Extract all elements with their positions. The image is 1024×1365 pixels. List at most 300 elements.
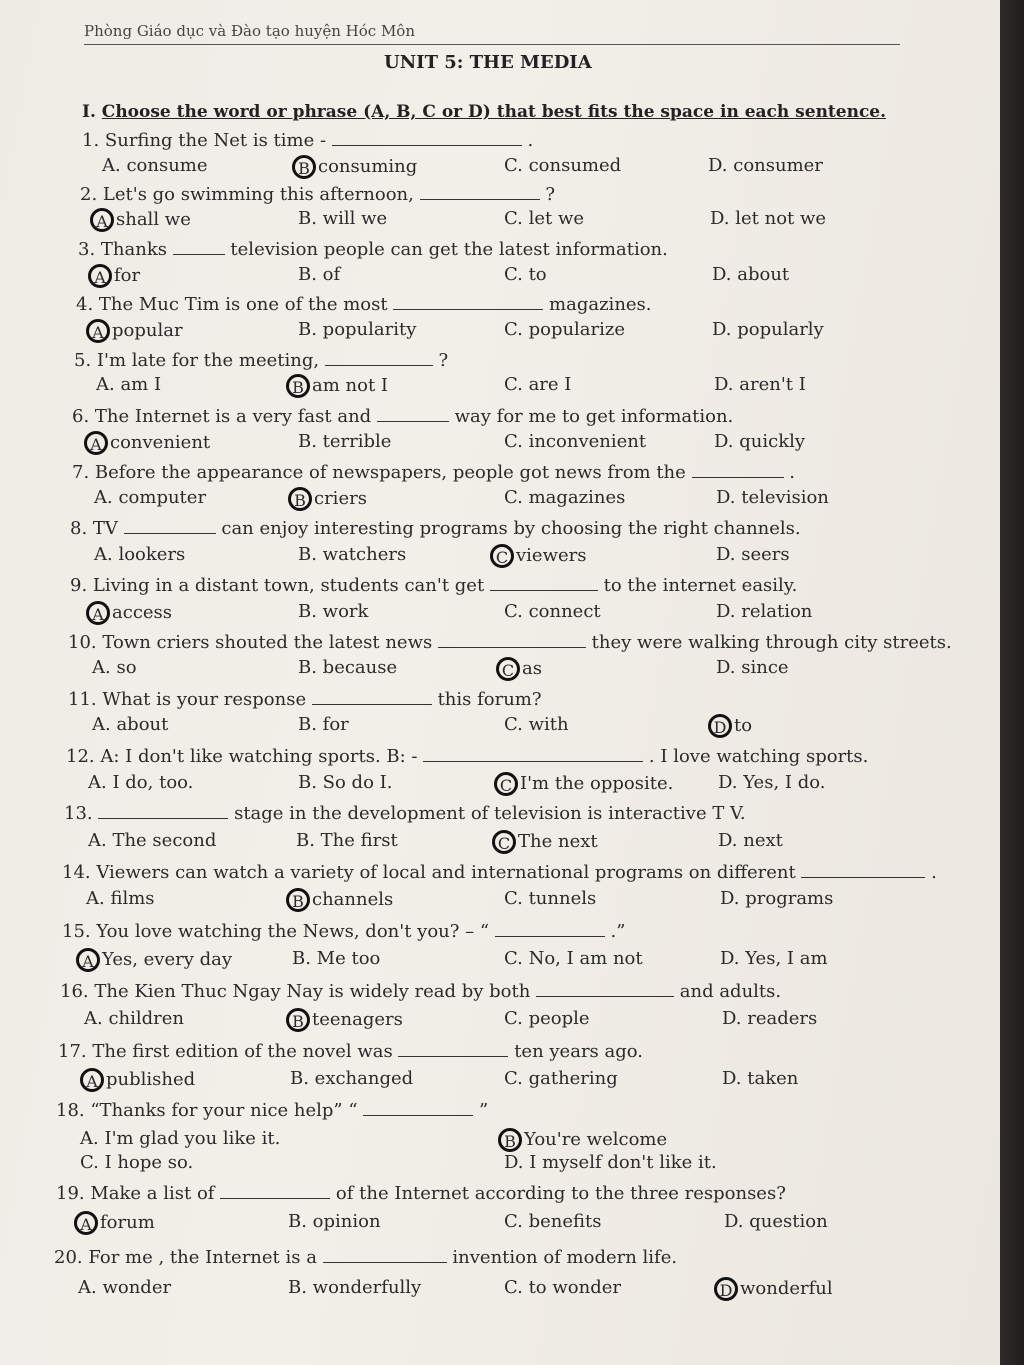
option-letter: C.: [80, 1152, 105, 1173]
question-text: TV: [92, 518, 124, 539]
option-text: Me too: [316, 948, 381, 969]
option-a[interactable]: [86, 888, 155, 909]
question-text: Surfing the Net is time -: [104, 130, 332, 151]
option-text: consumed: [528, 155, 622, 176]
question-16: [60, 981, 781, 1002]
option-letter: B.: [296, 830, 321, 851]
option-text: wonderful: [740, 1278, 833, 1299]
question-number: 7.: [72, 462, 95, 483]
option-a[interactable]: [74, 1211, 155, 1235]
option-b[interactable]: [286, 374, 388, 398]
option-text: opinion: [312, 1211, 381, 1232]
answer-blank[interactable]: [420, 185, 540, 200]
answer-blank[interactable]: [438, 633, 586, 648]
option-letter: D.: [716, 657, 742, 678]
option-d[interactable]: [722, 1008, 817, 1029]
question-5: [74, 350, 448, 371]
question-9: [70, 575, 797, 596]
option-text: benefits: [528, 1211, 602, 1232]
option-d[interactable]: [714, 1277, 833, 1301]
answer-blank[interactable]: [312, 690, 432, 705]
question-number: 14.: [62, 862, 97, 883]
option-text: to: [734, 715, 753, 736]
question-1: [82, 130, 533, 151]
option-c[interactable]: [504, 431, 646, 452]
option-letter: B.: [298, 544, 323, 565]
option-d[interactable]: [722, 1068, 798, 1089]
question-10: [68, 632, 952, 653]
option-text: viewers: [516, 545, 587, 566]
school-name: Phòng Giáo dục và Đào tạo huyện Hóc Môn: [84, 22, 416, 40]
answer-blank[interactable]: [536, 982, 674, 997]
option-letter: D.: [718, 830, 744, 851]
option-letter: A.: [94, 487, 119, 508]
option-letter: C.: [504, 264, 529, 285]
option-d[interactable]: [716, 544, 790, 565]
option-text: magazines: [528, 487, 626, 508]
option-letter: B.: [298, 657, 323, 678]
answer-blank[interactable]: [692, 463, 784, 478]
answer-blank[interactable]: [325, 351, 433, 366]
question-2: [80, 184, 555, 205]
option-b[interactable]: [298, 544, 406, 565]
option-b[interactable]: [298, 657, 397, 678]
question-19: [56, 1183, 786, 1204]
option-b[interactable]: [298, 319, 416, 340]
question-text-after: to the internet easily.: [597, 575, 798, 596]
option-a[interactable]: [80, 1068, 195, 1092]
option-text: shall we: [116, 209, 191, 230]
option-letter: C.: [504, 487, 529, 508]
question-text-after: ?: [432, 350, 449, 371]
circled-answer-mark: A: [90, 208, 114, 232]
circled-answer-mark: A: [88, 264, 112, 288]
option-letter: D.: [718, 772, 744, 793]
question-number: 8.: [70, 518, 93, 539]
circled-answer-mark: A: [76, 948, 100, 972]
question-text-after: stage in the development of television is interactive T V.: [228, 803, 746, 824]
question-text-after: invention of modern life.: [446, 1247, 678, 1268]
option-a[interactable]: [88, 772, 193, 793]
option-c[interactable]: [504, 374, 571, 395]
circled-answer-mark: A: [86, 601, 110, 625]
option-b[interactable]: [298, 601, 368, 622]
option-b[interactable]: [288, 487, 367, 511]
option-c[interactable]: [504, 714, 569, 735]
answer-blank[interactable]: [332, 131, 522, 146]
option-text: Yes, I do.: [743, 772, 826, 793]
circled-answer-mark: C: [494, 772, 518, 796]
option-text: criers: [314, 488, 367, 509]
question-18: [56, 1100, 488, 1121]
option-letter: B.: [298, 264, 323, 285]
option-text: published: [106, 1069, 196, 1090]
option-letter: D.: [504, 1152, 530, 1173]
option-c[interactable]: [80, 1152, 193, 1173]
option-text: I do, too.: [112, 772, 194, 793]
option-letter: C.: [504, 888, 529, 909]
option-text: watchers: [322, 544, 407, 565]
circled-answer-mark: A: [80, 1068, 104, 1092]
option-b[interactable]: [298, 714, 349, 735]
question-text-after: . I love watching sports.: [643, 746, 869, 767]
question-text-after: .: [783, 462, 795, 483]
option-letter: B.: [292, 948, 317, 969]
option-text: about: [737, 264, 790, 285]
answer-blank[interactable]: [363, 1101, 473, 1116]
question-text-after: ten years ago.: [508, 1041, 644, 1062]
option-letter: D.: [710, 208, 736, 229]
option-c[interactable]: [492, 830, 598, 854]
circled-answer-mark: A: [84, 431, 108, 455]
option-b[interactable]: [298, 431, 391, 452]
answer-blank[interactable]: [393, 295, 543, 310]
option-a[interactable]: [86, 319, 183, 343]
option-b[interactable]: [290, 1068, 413, 1089]
option-c[interactable]: [504, 888, 596, 909]
circled-answer-mark: B: [498, 1128, 522, 1152]
option-text: connect: [528, 601, 601, 622]
option-text: wonder: [102, 1277, 172, 1298]
answer-blank[interactable]: [124, 519, 216, 534]
option-a[interactable]: [94, 544, 185, 565]
question-number: 9.: [70, 575, 93, 596]
question-number: 15.: [62, 921, 97, 942]
option-c[interactable]: [504, 208, 584, 229]
option-text: because: [322, 657, 398, 678]
circled-answer-mark: D: [714, 1277, 738, 1301]
option-b[interactable]: [298, 264, 340, 285]
option-text: work: [322, 601, 369, 622]
option-text: access: [112, 602, 173, 623]
question-number: 6.: [72, 406, 95, 427]
option-text: teenagers: [312, 1009, 403, 1030]
option-c[interactable]: [504, 1211, 601, 1232]
option-d[interactable]: [718, 772, 825, 793]
option-letter: B.: [290, 1068, 315, 1089]
option-text: So do I.: [322, 772, 393, 793]
option-text: The next: [518, 831, 598, 852]
option-c[interactable]: [504, 601, 601, 622]
question-7: [72, 462, 795, 483]
circled-answer-mark: A: [86, 319, 110, 343]
option-letter: D.: [708, 155, 734, 176]
option-b[interactable]: [498, 1128, 667, 1152]
circled-answer-mark: B: [288, 487, 312, 511]
option-b[interactable]: [296, 830, 398, 851]
option-letter: A.: [84, 1008, 109, 1029]
question-text-after: of the Internet according to the three responses?: [330, 1183, 786, 1204]
answer-blank[interactable]: [323, 1248, 447, 1263]
option-letter: A.: [102, 155, 127, 176]
option-text: popularity: [322, 319, 417, 340]
option-c[interactable]: [504, 1068, 618, 1089]
question-20: [54, 1247, 677, 1268]
option-text: tunnels: [528, 888, 597, 909]
option-a[interactable]: [96, 374, 161, 395]
option-letter: C.: [504, 601, 529, 622]
option-b[interactable]: [288, 1277, 421, 1298]
question-8: [70, 518, 801, 539]
option-d[interactable]: [718, 830, 783, 851]
option-letter: C.: [504, 431, 529, 452]
question-text-after: this forum?: [431, 689, 542, 710]
answer-blank[interactable]: [98, 804, 228, 819]
option-a[interactable]: [76, 948, 232, 972]
option-text: programs: [745, 888, 834, 909]
option-a[interactable]: [90, 208, 191, 232]
question-12: [66, 746, 868, 767]
question-text: For me , the Internet is a: [88, 1247, 323, 1268]
question-number: 3.: [78, 239, 101, 260]
option-d[interactable]: [724, 1211, 828, 1232]
option-a[interactable]: [86, 601, 172, 625]
option-text: gathering: [528, 1068, 618, 1089]
option-text: taken: [747, 1068, 799, 1089]
answer-blank[interactable]: [423, 747, 643, 762]
option-letter: C.: [504, 374, 529, 395]
option-text: popular: [112, 320, 183, 341]
option-text: consuming: [318, 156, 418, 177]
option-c[interactable]: [504, 155, 621, 176]
option-letter: D.: [714, 374, 740, 395]
option-text: seers: [741, 544, 790, 565]
option-letter: C.: [504, 208, 529, 229]
option-text: Yes, every day: [102, 949, 233, 970]
question-number: 1.: [82, 130, 105, 151]
question-number: 11.: [68, 689, 103, 710]
answer-blank[interactable]: [173, 240, 225, 255]
option-letter: A.: [96, 374, 121, 395]
option-letter: B.: [298, 772, 323, 793]
option-text: will we: [322, 208, 388, 229]
option-a[interactable]: [102, 155, 208, 176]
question-number: 12.: [66, 746, 101, 767]
question-text: Viewers can watch a variety of local and international programs on different: [96, 862, 802, 883]
option-c[interactable]: [504, 319, 625, 340]
question-text-after: and adults.: [674, 981, 782, 1002]
option-text: channels: [312, 889, 394, 910]
option-b[interactable]: [286, 1008, 403, 1032]
option-text: about: [116, 714, 169, 735]
circled-answer-mark: B: [286, 888, 310, 912]
question-4: [76, 294, 652, 315]
question-text: The Muc Tim is one of the most: [98, 294, 394, 315]
answer-blank[interactable]: [495, 922, 605, 937]
option-letter: A.: [88, 772, 113, 793]
question-text-after: .: [521, 130, 534, 151]
question-text-after: .: [925, 862, 937, 883]
option-a[interactable]: [84, 431, 210, 455]
option-letter: B.: [298, 714, 323, 735]
question-text-after: they were walking through city streets.: [585, 632, 952, 653]
option-d[interactable]: [716, 657, 789, 678]
option-d[interactable]: [712, 319, 824, 340]
option-letter: B.: [288, 1277, 313, 1298]
question-number: 4.: [76, 294, 99, 315]
option-b[interactable]: [298, 772, 392, 793]
option-d[interactable]: [708, 155, 823, 176]
question-text-after: ”: [473, 1100, 489, 1121]
question-text: The first edition of the novel was: [92, 1041, 399, 1062]
option-letter: D.: [720, 888, 746, 909]
option-letter: B.: [298, 431, 323, 452]
instruction-number: I.: [82, 102, 96, 122]
option-text: with: [528, 714, 569, 735]
option-text: am I: [120, 374, 162, 395]
option-d[interactable]: [714, 431, 805, 452]
question-text: The Kien Thuc Ngay Nay is widely read by both: [94, 981, 537, 1002]
option-text: I'm glad you like it.: [104, 1128, 281, 1149]
option-d[interactable]: [708, 714, 752, 738]
option-text: children: [108, 1008, 185, 1029]
option-text: lookers: [118, 544, 186, 565]
option-text: The second: [112, 830, 217, 851]
option-b[interactable]: [288, 1211, 381, 1232]
option-letter: C.: [504, 1008, 529, 1029]
option-b[interactable]: [292, 948, 380, 969]
option-letter: C.: [504, 714, 529, 735]
option-d[interactable]: [720, 948, 828, 969]
question-text: Before the appearance of newspapers, people got news from the: [94, 462, 692, 483]
circled-answer-mark: C: [490, 544, 514, 568]
option-text: to wonder: [528, 1277, 621, 1298]
option-text: readers: [747, 1008, 818, 1029]
option-text: for: [322, 714, 349, 735]
option-b[interactable]: [298, 208, 387, 229]
option-letter: D.: [720, 948, 746, 969]
option-text: let not we: [735, 208, 827, 229]
option-a[interactable]: [88, 264, 140, 288]
answer-blank[interactable]: [490, 576, 598, 591]
page-edge-shadow: [1000, 0, 1024, 1365]
option-text: No, I am not: [528, 948, 643, 969]
circled-answer-mark: A: [74, 1211, 98, 1235]
question-number: 2.: [80, 184, 103, 205]
option-text: as: [522, 658, 542, 679]
option-c[interactable]: [494, 772, 673, 796]
answer-blank[interactable]: [398, 1042, 508, 1057]
option-text: of: [322, 264, 341, 285]
question-text-after: .”: [604, 921, 626, 942]
option-c[interactable]: [504, 1277, 621, 1298]
circled-answer-mark: C: [496, 657, 520, 681]
option-letter: C.: [504, 948, 529, 969]
option-text: since: [741, 657, 789, 678]
option-d[interactable]: [716, 487, 829, 508]
option-text: I hope so.: [104, 1152, 194, 1173]
option-text: wonderfully: [312, 1277, 422, 1298]
option-c[interactable]: [504, 1008, 590, 1029]
option-c[interactable]: [490, 544, 586, 568]
option-text: terrible: [322, 431, 392, 452]
answer-blank[interactable]: [377, 407, 449, 422]
option-a[interactable]: [92, 657, 137, 678]
answer-blank[interactable]: [801, 863, 925, 878]
option-a[interactable]: [94, 487, 206, 508]
option-text: aren't I: [739, 374, 806, 395]
circled-answer-mark: D: [708, 714, 732, 738]
option-letter: D.: [712, 319, 738, 340]
question-number: 13.: [64, 803, 99, 824]
question-text: Make a list of: [90, 1183, 221, 1204]
question-number: 18.: [56, 1100, 91, 1121]
option-text: The first: [320, 830, 398, 851]
circled-answer-mark: B: [292, 155, 316, 179]
option-letter: C.: [504, 319, 529, 340]
option-c[interactable]: [496, 657, 542, 681]
option-b[interactable]: [286, 888, 393, 912]
option-text: computer: [118, 487, 207, 508]
option-d[interactable]: [712, 264, 789, 285]
option-text: I'm the opposite.: [520, 773, 674, 794]
option-text: films: [110, 888, 155, 909]
option-letter: B.: [288, 1211, 313, 1232]
option-text: television: [741, 487, 829, 508]
option-c[interactable]: [504, 487, 625, 508]
header-rule: [84, 44, 900, 45]
question-text-after: ?: [539, 184, 555, 205]
option-c[interactable]: [504, 264, 547, 285]
question-3: [78, 239, 668, 260]
circled-answer-mark: B: [286, 374, 310, 398]
option-text: inconvenient: [528, 431, 647, 452]
option-d[interactable]: [720, 888, 833, 909]
answer-blank[interactable]: [220, 1184, 330, 1199]
option-d[interactable]: [710, 208, 826, 229]
question-text: “Thanks for your nice help” “: [90, 1100, 364, 1121]
option-letter: D.: [712, 264, 738, 285]
circled-answer-mark: B: [286, 1008, 310, 1032]
option-letter: C.: [504, 1277, 529, 1298]
option-letter: A.: [88, 830, 113, 851]
option-text: relation: [741, 601, 813, 622]
option-text: popularize: [528, 319, 626, 340]
question-17: [58, 1041, 643, 1062]
option-letter: A.: [94, 544, 119, 565]
option-text: Yes, I am: [745, 948, 828, 969]
option-text: quickly: [739, 431, 806, 452]
option-letter: D.: [722, 1008, 748, 1029]
option-letter: D.: [714, 431, 740, 452]
option-text: question: [749, 1211, 828, 1232]
question-number: 20.: [54, 1247, 89, 1268]
option-d[interactable]: [716, 601, 812, 622]
option-d[interactable]: [504, 1152, 717, 1173]
question-number: 19.: [56, 1183, 91, 1204]
question-text: Thanks: [100, 239, 173, 260]
option-letter: A.: [92, 657, 117, 678]
option-text: popularly: [737, 319, 824, 340]
option-a[interactable]: [92, 714, 168, 735]
option-letter: D.: [716, 487, 742, 508]
option-letter: A.: [80, 1128, 105, 1149]
question-number: 16.: [60, 981, 95, 1002]
option-a[interactable]: [88, 830, 216, 851]
instruction: [82, 102, 886, 122]
option-a[interactable]: [78, 1277, 171, 1298]
question-text: I'm late for the meeting,: [96, 350, 325, 371]
option-text: are I: [528, 374, 572, 395]
option-a[interactable]: [84, 1008, 184, 1029]
option-letter: A.: [86, 888, 111, 909]
option-a[interactable]: [80, 1128, 280, 1149]
option-c[interactable]: [504, 948, 643, 969]
option-b[interactable]: [292, 155, 417, 179]
option-d[interactable]: [714, 374, 806, 395]
option-text: people: [528, 1008, 590, 1029]
question-text-after: can enjoy interesting programs by choosing the right channels.: [215, 518, 801, 539]
